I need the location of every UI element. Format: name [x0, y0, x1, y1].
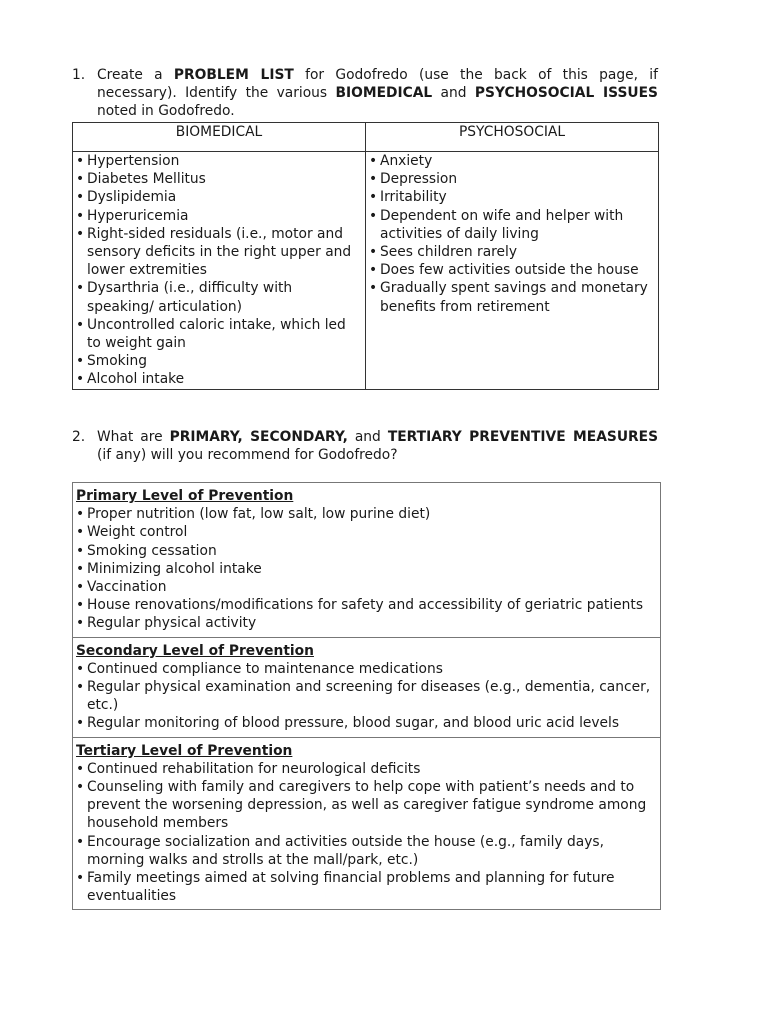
question-number: 2. [72, 429, 86, 445]
list-item: • Alcohol intake [76, 370, 362, 388]
list-item: • Continued compliance to maintenance medications [76, 660, 656, 678]
question-keyword: BIOMEDICAL [335, 85, 433, 102]
section-heading: Primary Level of Prevention [76, 488, 294, 504]
question-keyword: PRIMARY, SECONDARY, [169, 429, 348, 445]
primary-prevention-list [76, 505, 656, 632]
biomedical-cell [73, 152, 366, 390]
psychosocial-list [369, 152, 655, 316]
question-text-part: for Godofredo (use the back of this page, if necessary). Identify the various [97, 67, 658, 102]
question-keyword: PROBLEM LIST [173, 67, 294, 83]
list-item: • Counseling with family and caregivers to help cope with patient’s needs and to prevent the worsening depression, as well as caregiver fatigue syndrome among household members [76, 778, 656, 833]
psychosocial-header: PSYCHOSOCIAL [366, 123, 659, 152]
question-keyword: TERTIARY PREVENTIVE MEASURES [387, 429, 659, 445]
list-item: • Regular physical examination and screening for diseases (e.g., dementia, cancer, etc.) [76, 678, 656, 714]
list-item: • Regular physical activity [76, 614, 656, 632]
question-2 [72, 428, 658, 464]
question-text-part: (if any) will you recommend for Godofredo? [97, 447, 398, 464]
question-number: 1. [72, 67, 86, 83]
section-heading: Secondary Level of Prevention [76, 642, 314, 659]
problem-list-table [72, 122, 659, 390]
list-item: • Dysarthria (i.e., difficulty with speaking/ articulation) [76, 279, 362, 315]
question-text-part: Create a [97, 67, 174, 83]
question-1 [72, 66, 658, 121]
list-item: • Hypertension [76, 152, 362, 170]
list-item: • Sees children rarely [369, 243, 655, 261]
question-text-part: What are [97, 429, 170, 445]
list-item: • Smoking [76, 352, 362, 370]
list-item: • Uncontrolled caloric intake, which led to weight gain [76, 316, 362, 352]
secondary-prevention-section [73, 637, 660, 737]
list-item: • Encourage socialization and activities outside the house (e.g., family days, morning walks and strolls at the mall/park, etc.) [76, 833, 656, 869]
list-item: • Family meetings aimed at solving financial problems and planning for future eventualities [76, 869, 656, 905]
list-item: • Continued rehabilitation for neurological deficits [76, 760, 656, 778]
list-item: • Hyperuricemia [76, 207, 362, 225]
list-item: • Right-sided residuals (i.e., motor and sensory deficits in the right upper and lower extremities [76, 225, 362, 280]
list-item: • Regular monitoring of blood pressure, blood sugar, and blood uric acid levels [76, 714, 656, 732]
question-text-part: and [432, 85, 475, 102]
list-item: • Irritability [369, 188, 655, 206]
list-item: • Gradually spent savings and monetary benefits from retirement [369, 279, 655, 315]
question-text-part: and [347, 429, 388, 445]
list-item: • Vaccination [76, 578, 656, 596]
list-item: • Proper nutrition (low fat, low salt, low purine diet) [76, 505, 656, 523]
tertiary-prevention-section [73, 737, 660, 910]
question-text [97, 66, 658, 121]
prevention-measures-box [72, 482, 661, 910]
secondary-prevention-list [76, 660, 656, 733]
list-item: • Anxiety [369, 152, 655, 170]
question-text-part: noted in Godofredo. [97, 103, 235, 120]
list-item: • Dependent on wife and helper with activities of daily living [369, 207, 655, 243]
section-heading: Tertiary Level of Prevention [76, 742, 293, 759]
list-item: • Weight control [76, 523, 656, 541]
list-item: • Depression [369, 170, 655, 188]
list-item: • Minimizing alcohol intake [76, 560, 656, 578]
list-item: • Diabetes Mellitus [76, 170, 362, 188]
biomedical-list [76, 152, 362, 389]
biomedical-header: BIOMEDICAL [73, 123, 366, 152]
psychosocial-cell [366, 152, 659, 390]
list-item: • Does few activities outside the house [369, 261, 655, 279]
question-keyword: PSYCHOSOCIAL ISSUES [474, 85, 658, 102]
question-text [97, 428, 658, 464]
primary-prevention-section [73, 483, 660, 637]
tertiary-prevention-list [76, 760, 656, 906]
list-item: • House renovations/modifications for safety and accessibility of geriatric patients [76, 596, 656, 614]
list-item: • Smoking cessation [76, 542, 656, 560]
list-item: • Dyslipidemia [76, 188, 362, 206]
